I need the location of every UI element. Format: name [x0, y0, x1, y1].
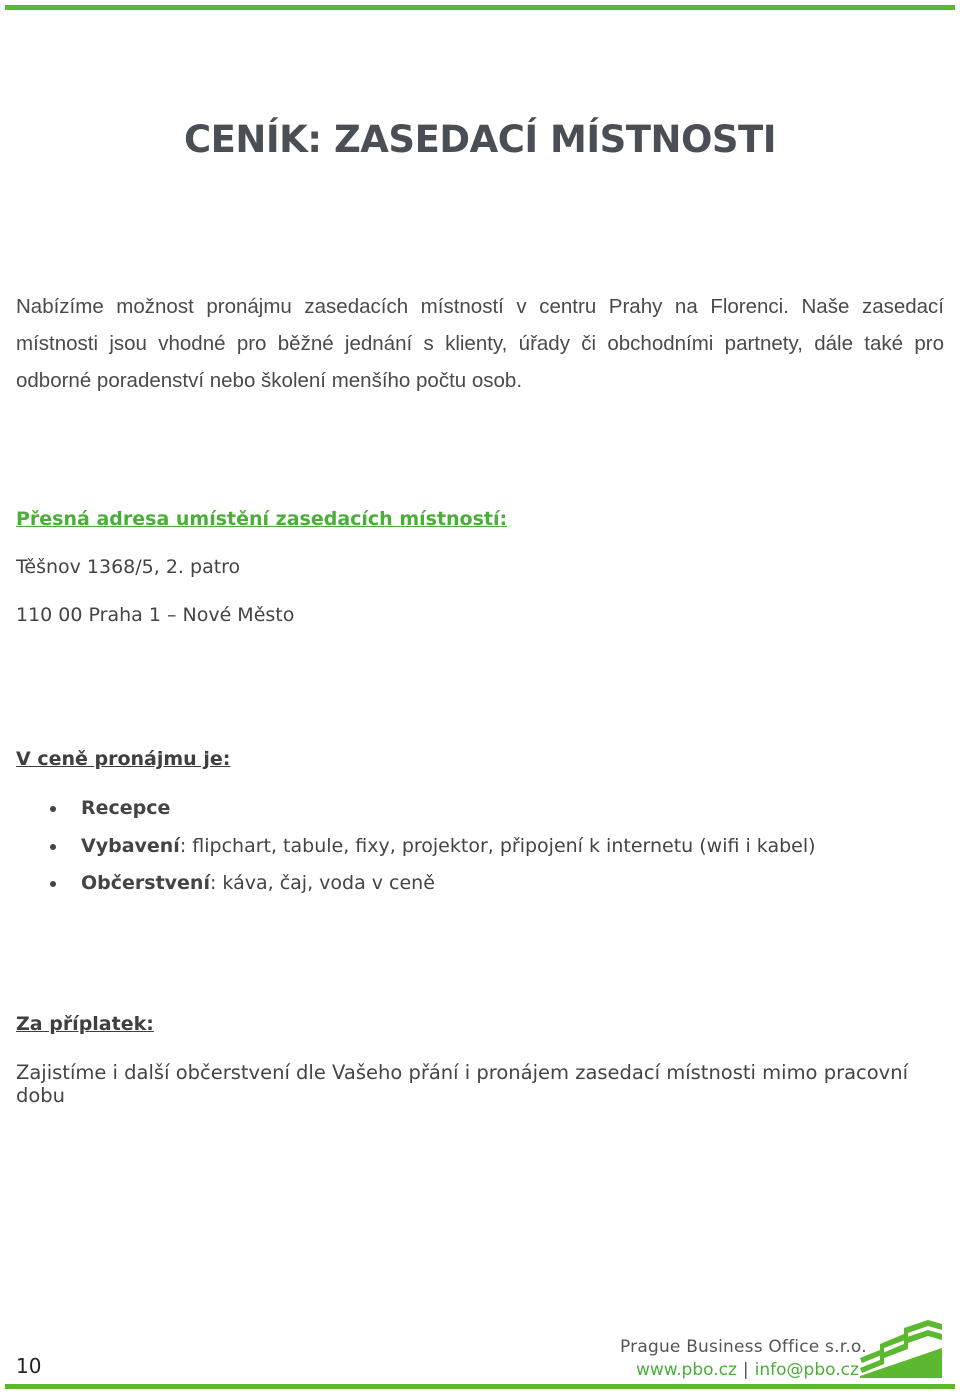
page-title: CENÍK: ZASEDACÍ MÍSTNOSTI	[183, 118, 777, 161]
email-link[interactable]: info@pbo.cz	[754, 1360, 859, 1380]
included-list	[16, 790, 816, 903]
page-number: 10	[16, 1354, 42, 1378]
extra-heading	[16, 1013, 154, 1035]
extra-heading-text: Za příplatek	[16, 1013, 147, 1035]
extra-text: Zajistíme i další občerstvení dle Vašeho přání i pronájem zasedací místnosti mimo pracovní dobu	[16, 1061, 909, 1107]
intro-paragraph: Nabízíme možnost pronájmu zasedacích místností v centru Prahy na Florenci. Naše zasedací místnosti jsou vhodné pro běžné jednání s klienty, úřady či obchodními partnety, dále také pro odborné poradenství nebo školení menšího počtu osob.	[16, 295, 944, 392]
list-item	[16, 865, 816, 903]
address-heading: Přesná adresa umístění zasedacích místností:	[16, 508, 508, 530]
item-text: : flipchart, tabule, fixy, projektor, připojení k internetu (wifi i kabel)	[179, 834, 816, 857]
item-text: : káva, čaj, voda v ceně	[209, 872, 435, 894]
item-label: Recepce	[81, 797, 171, 819]
bullet-icon	[50, 881, 56, 887]
list-item	[16, 828, 816, 866]
bullet-icon	[50, 844, 56, 850]
pbo-stairs-logo-icon	[858, 1318, 944, 1378]
extra-heading-colon: :	[146, 1013, 154, 1035]
contact-separator: |	[742, 1360, 749, 1380]
contacts	[636, 1360, 859, 1380]
item-label: Občerstvení	[81, 872, 210, 894]
bullet-icon	[50, 806, 56, 812]
address-line-1: Těšnov 1368/5, 2. patro	[16, 556, 241, 578]
bottom-accent-bar	[5, 1384, 955, 1389]
company-name: Prague Business Office s.r.o.	[620, 1337, 867, 1357]
item-label: Vybavení	[81, 834, 180, 857]
top-accent-bar	[5, 5, 955, 10]
website-link[interactable]: www.pbo.cz	[636, 1360, 737, 1380]
address-line-2: 110 00 Praha 1 – Nové Město	[16, 604, 295, 626]
list-item	[16, 790, 816, 828]
included-heading: V ceně pronájmu je:	[16, 748, 231, 770]
